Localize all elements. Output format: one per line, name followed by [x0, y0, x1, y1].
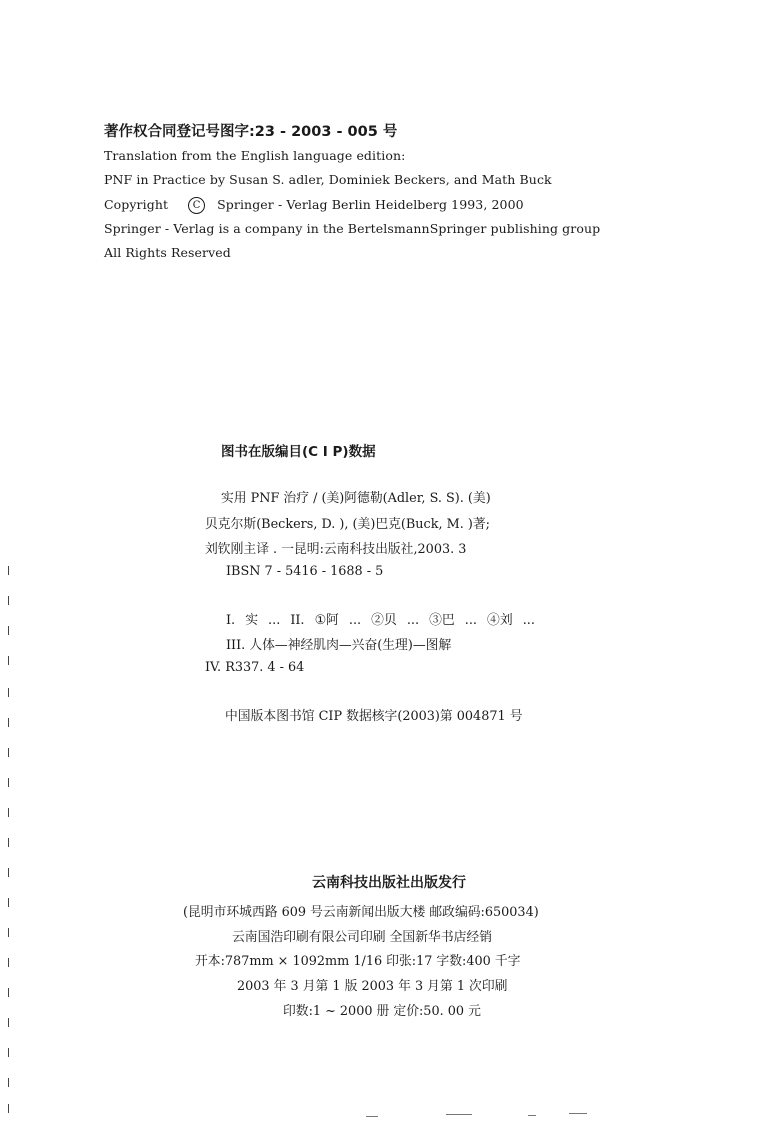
- printer-distributor: 云南国浩印刷有限公司印刷 全国新华书店经销: [232, 930, 493, 945]
- scan-mark: [8, 626, 9, 635]
- print-run-price: 印数:1 ~ 2000 册 定价:50. 00 元: [283, 1004, 481, 1019]
- scan-mark: [8, 838, 9, 847]
- original-title-line: PNF in Practice by Susan S. adler, Dominiek Beckers, and Math Buck: [104, 172, 552, 187]
- cip-classification: IV. R337. 4 - 64: [205, 660, 305, 675]
- scan-speck: [366, 1116, 378, 1117]
- scan-mark: [8, 1078, 9, 1087]
- scan-mark: [8, 688, 9, 697]
- cip-heading: 图书在版编目(C I P)数据: [221, 444, 376, 460]
- scan-mark: [8, 1048, 9, 1057]
- cip-isbn: IBSN 7 - 5416 - 1688 - 5: [226, 564, 384, 579]
- copyright-circle-icon: C: [188, 197, 205, 214]
- company-note: Springer - Verlag is a company in the BertelsmannSpringer publishing group: [104, 221, 601, 236]
- copyright-holder: Springer - Verlag Berlin Heidelberg 1993, 2000: [217, 197, 524, 212]
- cip-subject-heading: III. 人体—神经肌肉—兴奋(生理)—图解: [226, 638, 452, 653]
- scan-mark: [8, 958, 9, 967]
- rights-reserved: All Rights Reserved: [104, 245, 231, 260]
- scan-mark: [8, 656, 9, 665]
- edition-info: 2003 年 3 月第 1 版 2003 年 3 月第 1 次印刷: [237, 979, 508, 994]
- publisher-heading: 云南科技出版社出版发行: [312, 875, 466, 891]
- cip-data-number: 中国版本图书馆 CIP 数据核字(2003)第 004871 号: [225, 709, 523, 724]
- scan-mark: [8, 1104, 9, 1113]
- scan-mark: [8, 988, 9, 997]
- copyright-registration: 著作权合同登记号图字:23 - 2003 - 005 号: [104, 124, 398, 140]
- scan-speck: [528, 1115, 536, 1116]
- scan-mark: [8, 778, 9, 787]
- publisher-address: (昆明市环城西路 609 号云南新闻出版大楼 邮政编码:650034): [183, 905, 539, 920]
- cip-line-1: 实用 PNF 治疗 / (美)阿德勒(Adler, S. S). (美): [221, 491, 491, 506]
- scan-mark: [8, 868, 9, 877]
- scan-mark: [8, 748, 9, 757]
- scan-mark: [8, 718, 9, 727]
- scan-mark: [8, 566, 9, 575]
- copyright-line: [104, 197, 524, 214]
- scan-mark: [8, 596, 9, 605]
- format-specs: 开本:787mm × 1092mm 1/16 印张:17 字数:400 千字: [195, 954, 521, 969]
- copyright-label: Copyright: [104, 197, 169, 212]
- scan-mark: [8, 898, 9, 907]
- translation-note: Translation from the English language edition:: [104, 148, 406, 163]
- scan-speck: [569, 1113, 587, 1114]
- scan-speck: [446, 1114, 472, 1115]
- cip-line-3: 刘钦刚主译 . 一昆明:云南科技出版社,2003. 3: [205, 542, 467, 557]
- cip-line-2: 贝克尔斯(Beckers, D. ), (美)巴克(Buck, M. )著;: [205, 517, 490, 532]
- cip-subject-entries: I. 实 ... II. ①阿 ... ②贝 ... ③巴 ... ④刘 ...: [226, 613, 535, 628]
- scan-mark: [8, 1018, 9, 1027]
- scan-mark: [8, 808, 9, 817]
- scan-mark: [8, 928, 9, 937]
